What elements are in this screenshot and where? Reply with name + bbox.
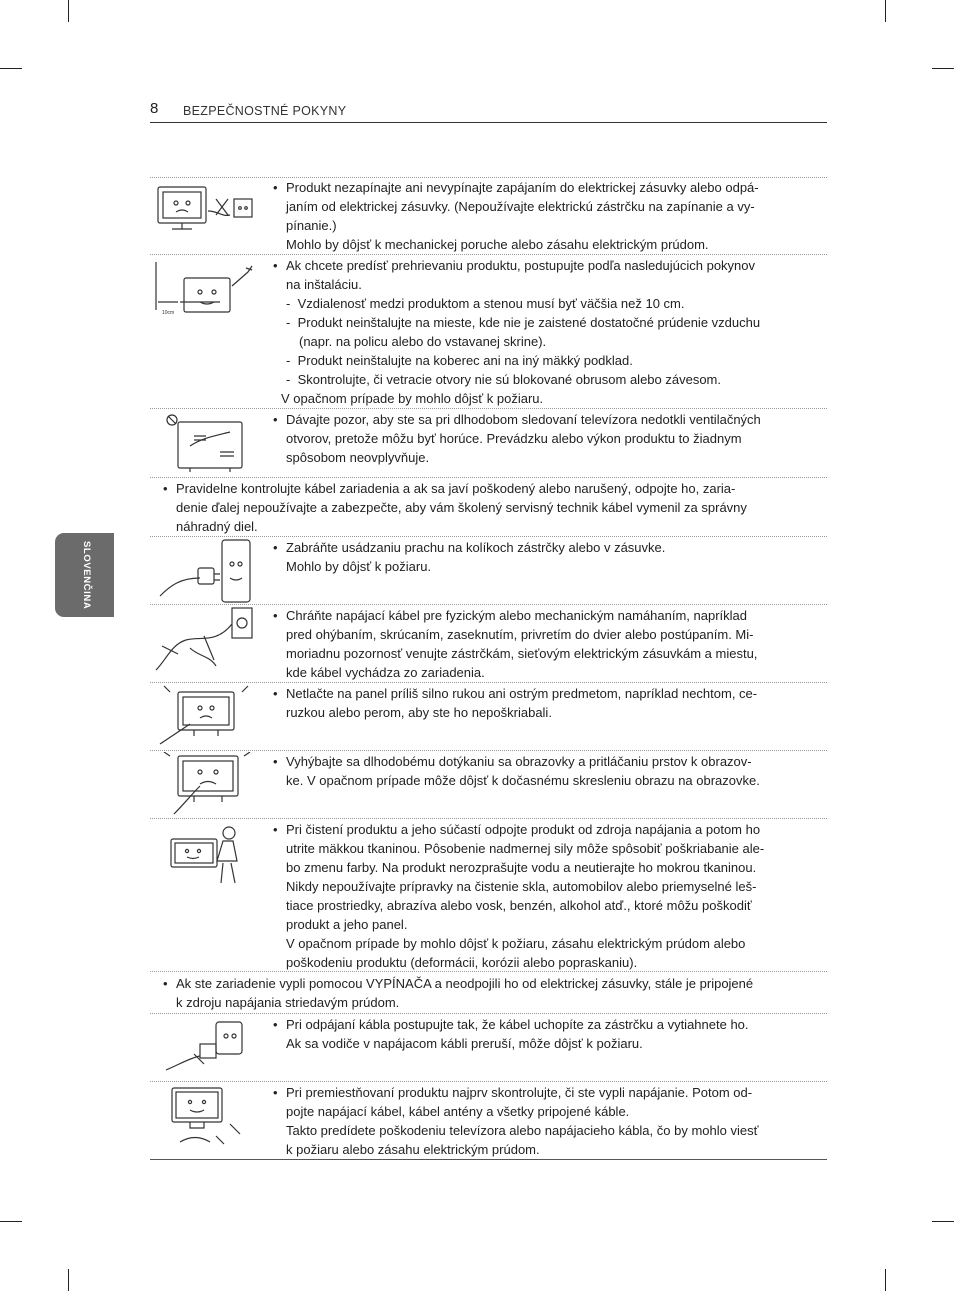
text-line: janím od elektrickej zásuvky. (Nepoužívajte elektrickú zástrčku na zapínanie a vy- bbox=[286, 199, 755, 214]
row-divider bbox=[150, 254, 827, 255]
crop-mark bbox=[932, 68, 954, 69]
text-line: Mohlo by dôjsť k požiaru. bbox=[286, 559, 432, 574]
crop-mark bbox=[932, 1221, 954, 1222]
crop-mark bbox=[0, 1221, 22, 1222]
plug-dust-illustration bbox=[150, 538, 260, 604]
row-divider bbox=[150, 1013, 827, 1014]
safety-item-unplug bbox=[286, 1015, 749, 1053]
text-line: kde kábel vychádza zo zariadenia. bbox=[286, 665, 485, 680]
unplug-grip-illustration bbox=[160, 1016, 250, 1078]
crop-mark bbox=[885, 0, 886, 22]
distance-label: 10cm bbox=[162, 310, 175, 316]
text-line: V opačnom prípade by mohlo dôjsť k požiaru, zásahu elektrickým prúdom alebo bbox=[286, 936, 746, 951]
bullet-marker: • bbox=[273, 754, 278, 769]
crop-mark bbox=[68, 1269, 69, 1291]
safety-item-moving bbox=[286, 1083, 758, 1159]
row-divider bbox=[150, 818, 827, 819]
safety-item-cleaning bbox=[286, 820, 764, 972]
text-line: k zdroju napájania striedavým prúdom. bbox=[176, 995, 400, 1010]
page-title: BEZPEČNOSTNÉ POKYNY bbox=[183, 104, 347, 118]
bullet-marker: • bbox=[273, 540, 278, 555]
ventilation-sublist bbox=[286, 294, 760, 389]
text-line: pojte napájací kábel, kábel antény a všetky pripojené káble. bbox=[286, 1104, 630, 1119]
cable-protect-illustration bbox=[150, 606, 260, 676]
row-divider bbox=[150, 408, 827, 409]
text-line: moriadnu pozornosť venujte zástrčkám, sieťovým elektrickým zásuvkám a miestu, bbox=[286, 646, 758, 661]
tv-no-touch-illustration bbox=[150, 752, 260, 818]
bullet-marker: • bbox=[273, 686, 278, 701]
row-divider bbox=[150, 1159, 827, 1160]
ventilation-warning bbox=[281, 389, 543, 408]
language-tab bbox=[55, 533, 114, 617]
text-line: Ak chcete predísť prehrievaniu produktu, postupujte podľa nasledujúcich pokynov bbox=[286, 258, 756, 273]
sub-item-continuation: (napr. na policu alebo do vstavanej skrine). bbox=[299, 334, 547, 349]
text-line: pínanie.) bbox=[286, 218, 337, 233]
row-divider bbox=[150, 604, 827, 605]
safety-item-power-switch-ac bbox=[176, 974, 753, 1012]
safety-item-power-switch bbox=[286, 178, 759, 254]
text-line: ke. V opačnom prípade môže dôjsť k dočasnému skresleniu obrazu na obrazovke. bbox=[286, 773, 760, 788]
sub-item: - Vzdialenosť medzi produktom a stenou musí byť väčšia než 10 cm. bbox=[286, 296, 685, 311]
text-line: spôsobom neovplyvňuje. bbox=[286, 450, 430, 465]
text-line: Ak sa vodiče v napájacom kábli preruší, môže dôjsť k požiaru. bbox=[286, 1036, 643, 1051]
text-line: Mohlo by dôjsť k mechanickej poruche alebo zásahu elektrickým prúdom. bbox=[286, 237, 709, 252]
text-line: Zabráňte usádzaniu prachu na kolíkoch zástrčky alebo v zásuvke. bbox=[286, 540, 666, 555]
text-line: Pravidelne kontrolujte kábel zariadenia a ak sa javí poškodený alebo narušený, odpojte ho, zaria- bbox=[176, 481, 736, 496]
text-line: denie ďalej nepoužívajte a zabezpečte, aby vám školený servisný technik kábel vymenil za správny bbox=[176, 500, 747, 515]
text-line: otvorov, pretože môžu byť horúce. Prevádzku alebo výkon produktu to žiadnym bbox=[286, 431, 742, 446]
text-line: náhradný diel. bbox=[176, 519, 258, 534]
text-line: produkt a jeho panel. bbox=[286, 917, 408, 932]
crop-mark bbox=[68, 0, 69, 22]
bullet-marker: • bbox=[273, 608, 278, 623]
tv-unplug-illustration bbox=[150, 181, 260, 241]
tv-wall-distance-illustration bbox=[150, 258, 260, 320]
bullet-marker: • bbox=[273, 1017, 278, 1032]
safety-item-screen-touch bbox=[286, 752, 760, 790]
bullet-marker: • bbox=[273, 258, 278, 273]
tv-hot-vents-illustration bbox=[150, 410, 260, 476]
bullet-marker: • bbox=[163, 976, 168, 991]
bullet-marker: • bbox=[163, 481, 168, 496]
text-line: Pri odpájaní kábla postupujte tak, že kábel uchopíte za zástrčku a vytiahnete ho. bbox=[286, 1017, 749, 1032]
text-line: Produkt nezapínajte ani nevypínajte zapájaním do elektrickej zásuvky alebo odpá- bbox=[286, 180, 759, 195]
tv-no-press-illustration bbox=[150, 684, 260, 748]
tv-move-disconnect-illustration bbox=[160, 1084, 250, 1150]
safety-item-cable-check bbox=[176, 479, 747, 536]
text-line: Chráňte napájací kábel pre fyzickým alebo mechanickým namáhaním, napríklad bbox=[286, 608, 748, 623]
tv-cleaning-illustration bbox=[165, 823, 245, 889]
safety-item-cable-protect bbox=[286, 606, 757, 682]
bullet-marker: • bbox=[273, 180, 278, 195]
text-line: tiace prostriedky, abrazíva alebo vosk, benzén, alkohol atď., ktoré môžu poškodiť bbox=[286, 898, 752, 913]
page-number: 8 bbox=[150, 100, 159, 117]
text-line: pred ohýbaním, skrúcaním, zaseknutím, privretím do dvier alebo postúpaním. Mi- bbox=[286, 627, 754, 642]
page-header bbox=[150, 100, 827, 123]
text-line: Vyhýbajte sa dlhodobému dotýkaniu sa obrazovky a pritláčaniu prstov k obrazov- bbox=[286, 754, 752, 769]
text-line: Pri premiestňovaní produktu najprv skontrolujte, či ste vypli napájanie. Potom od- bbox=[286, 1085, 753, 1100]
text-line: Takto predídete poškodeniu televízora alebo napájacieho kábla, čo by mohlo viesť bbox=[286, 1123, 759, 1138]
row-divider bbox=[150, 536, 827, 537]
text-line: na inštaláciu. bbox=[286, 277, 362, 292]
row-divider bbox=[150, 1081, 827, 1082]
safety-item-ventilation bbox=[286, 256, 755, 294]
text-line: bo zmenu farby. Na produkt nerozprašujte vodu a neutierajte ho mokrou tkaninou. bbox=[286, 860, 757, 875]
text-line: ruzkou alebo perom, aby ste ho nepoškriabali. bbox=[286, 705, 552, 720]
sub-item: - Skontrolujte, či vetracie otvory nie sú blokované obrusom alebo závesom. bbox=[286, 372, 722, 387]
safety-item-dust bbox=[286, 538, 665, 576]
text-line: utrite mäkkou tkaninou. Pôsobenie nadmernej sily môže spôsobiť poškriabanie ale- bbox=[286, 841, 765, 856]
text-line: poškodeniu produktu (deformácii, korózii alebo popraskaniu). bbox=[286, 955, 638, 970]
bullet-marker: • bbox=[273, 412, 278, 427]
text-line: Nikdy nepoužívajte prípravky na čistenie skla, automobilov alebo priemyselné leš- bbox=[286, 879, 757, 894]
sub-item: - Produkt neinštalujte na koberec ani na iný mäkký podklad. bbox=[286, 353, 633, 368]
text-line: Netlačte na panel príliš silno rukou ani ostrým predmetom, napríklad nechtom, ce- bbox=[286, 686, 758, 701]
row-divider bbox=[150, 477, 827, 478]
crop-mark bbox=[0, 68, 22, 69]
text-line: V opačnom prípade by mohlo dôjsť k požiaru. bbox=[281, 391, 544, 406]
bullet-marker: • bbox=[273, 1085, 278, 1100]
text-line: Dávajte pozor, aby ste sa pri dlhodobom sledovaní televízora nedotkli ventilačných bbox=[286, 412, 761, 427]
language-tab-label: SLOVENČINA bbox=[81, 541, 92, 610]
safety-item-hot-vents bbox=[286, 410, 761, 467]
safety-item-panel-press bbox=[286, 684, 757, 722]
text-line: Pri čistení produktu a jeho súčastí odpojte produkt od zdroja napájania a potom ho bbox=[286, 822, 761, 837]
text-line: k požiaru alebo zásahu elektrickým prúdom. bbox=[286, 1142, 540, 1157]
row-divider bbox=[150, 682, 827, 683]
sub-item: - Produkt neinštalujte na mieste, kde nie je zaistené dostatočné prúdenie vzduchu bbox=[286, 315, 761, 330]
text-line: Ak ste zariadenie vypli pomocou VYPÍNAČA a neodpojili ho od elektrickej zásuvky, stále je pripojené bbox=[176, 976, 754, 991]
bullet-marker: • bbox=[273, 822, 278, 837]
crop-mark bbox=[885, 1269, 886, 1291]
row-divider bbox=[150, 750, 827, 751]
